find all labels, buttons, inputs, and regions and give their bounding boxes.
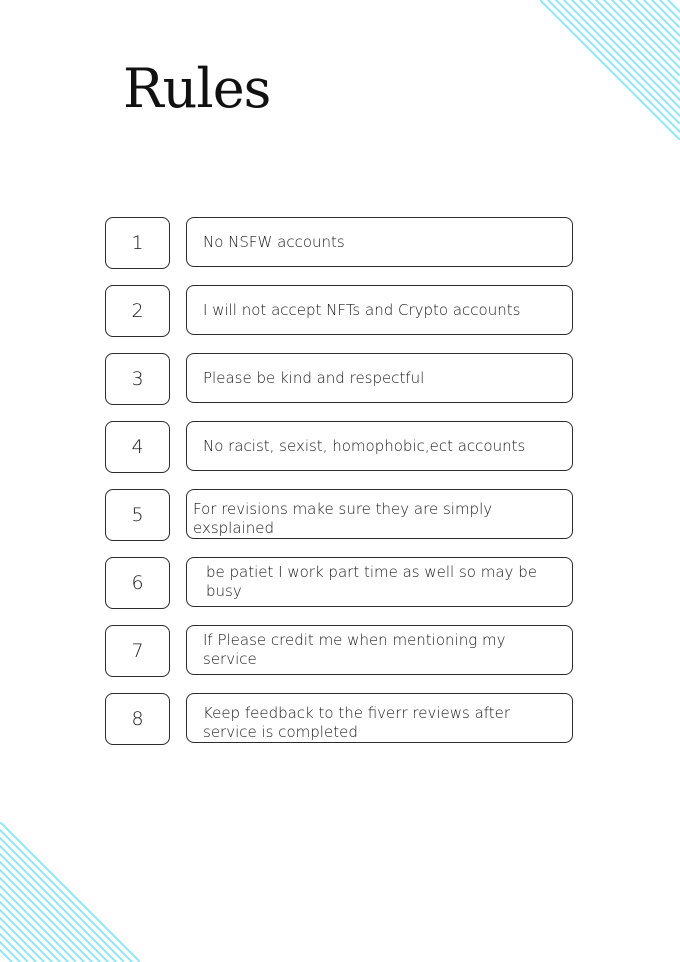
rule-text-box (186, 217, 573, 267)
rule-row-4 (105, 421, 575, 473)
rule-text: No NSFW accounts (203, 232, 345, 251)
page-title: Rules (123, 57, 271, 120)
rule-text: Please be kind and respectful (203, 368, 425, 387)
rule-text-box (186, 557, 573, 607)
rule-number-box: 8 (105, 693, 170, 745)
rule-text-box (186, 421, 573, 471)
rule-text-box (186, 693, 573, 743)
rule-text-box (186, 489, 573, 539)
rule-row-6 (105, 557, 575, 609)
rule-text-box (186, 285, 573, 335)
rule-number-box: 6 (105, 557, 170, 609)
rule-number-box: 5 (105, 489, 170, 541)
rule-text: If Please credit me when mentioning my service (203, 631, 506, 668)
rule-row-2 (105, 285, 575, 337)
rule-text: For revisions make sure they are simply exsplained (193, 500, 493, 537)
rule-row-1 (105, 217, 575, 269)
rule-number-box: 7 (105, 625, 170, 677)
rule-text: be patiet I work part time as well so may be busy (206, 563, 537, 600)
rule-text: I will not accept NFTs and Crypto accounts (203, 300, 521, 319)
rule-text-box (186, 625, 573, 675)
rule-text: Keep feedback to the fiverr reviews after service is completed (203, 704, 511, 741)
rule-number-box: 1 (105, 217, 170, 269)
rule-number-box: 2 (105, 285, 170, 337)
rule-row-8 (105, 693, 575, 745)
rule-text: No racist, sexist, homophobic,ect accounts (203, 436, 526, 455)
rule-row-7 (105, 625, 575, 677)
rule-row-3 (105, 353, 575, 405)
rule-number-box: 3 (105, 353, 170, 405)
rule-row-5 (105, 489, 575, 541)
rule-text-box (186, 353, 573, 403)
rule-number-box: 4 (105, 421, 170, 473)
